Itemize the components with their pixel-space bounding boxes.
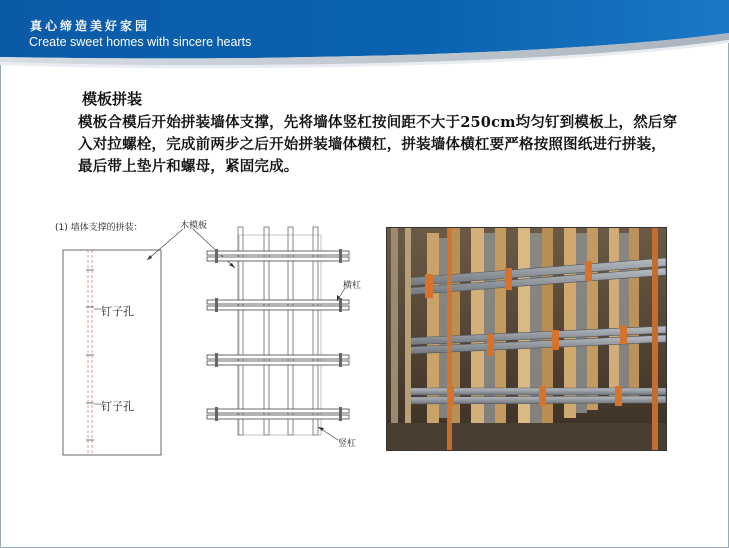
construction-photo [386, 227, 667, 451]
slogan-chinese: 真心缔造美好家园 [30, 19, 151, 33]
label-nail-hole-lower: 钉子孔 [101, 400, 134, 413]
diagram-drawing [55, 215, 375, 460]
label-wood-form: 木模板 [180, 221, 208, 231]
slide-body-text: 模板合模后开始拼装墙体支撑，先将墙体竖杠按间距不大于250cm均匀钉到模板上，然后穿入对拉螺栓，完成前两步之后开始拼装墙体横杠，拼装墙体横杠要严格按照图纸进行拼装，最后带上垫片和螺母，紧固完成。 [78, 114, 678, 175]
header-banner [0, 0, 729, 78]
formwork-diagram [55, 215, 375, 460]
label-horizontal-bar: 横杠 [343, 281, 362, 291]
label-vertical-bar: 竖杠 [338, 439, 357, 449]
label-nail-hole-upper: 钉子孔 [101, 305, 134, 318]
diagram-caption: (1) 墙体支撑的拼装： [55, 223, 143, 233]
slogan-english: Create sweet homes with sincere hearts [29, 35, 252, 49]
formwork-photo-illustration [387, 228, 666, 450]
slide-title: 模板拼装 [82, 90, 143, 108]
